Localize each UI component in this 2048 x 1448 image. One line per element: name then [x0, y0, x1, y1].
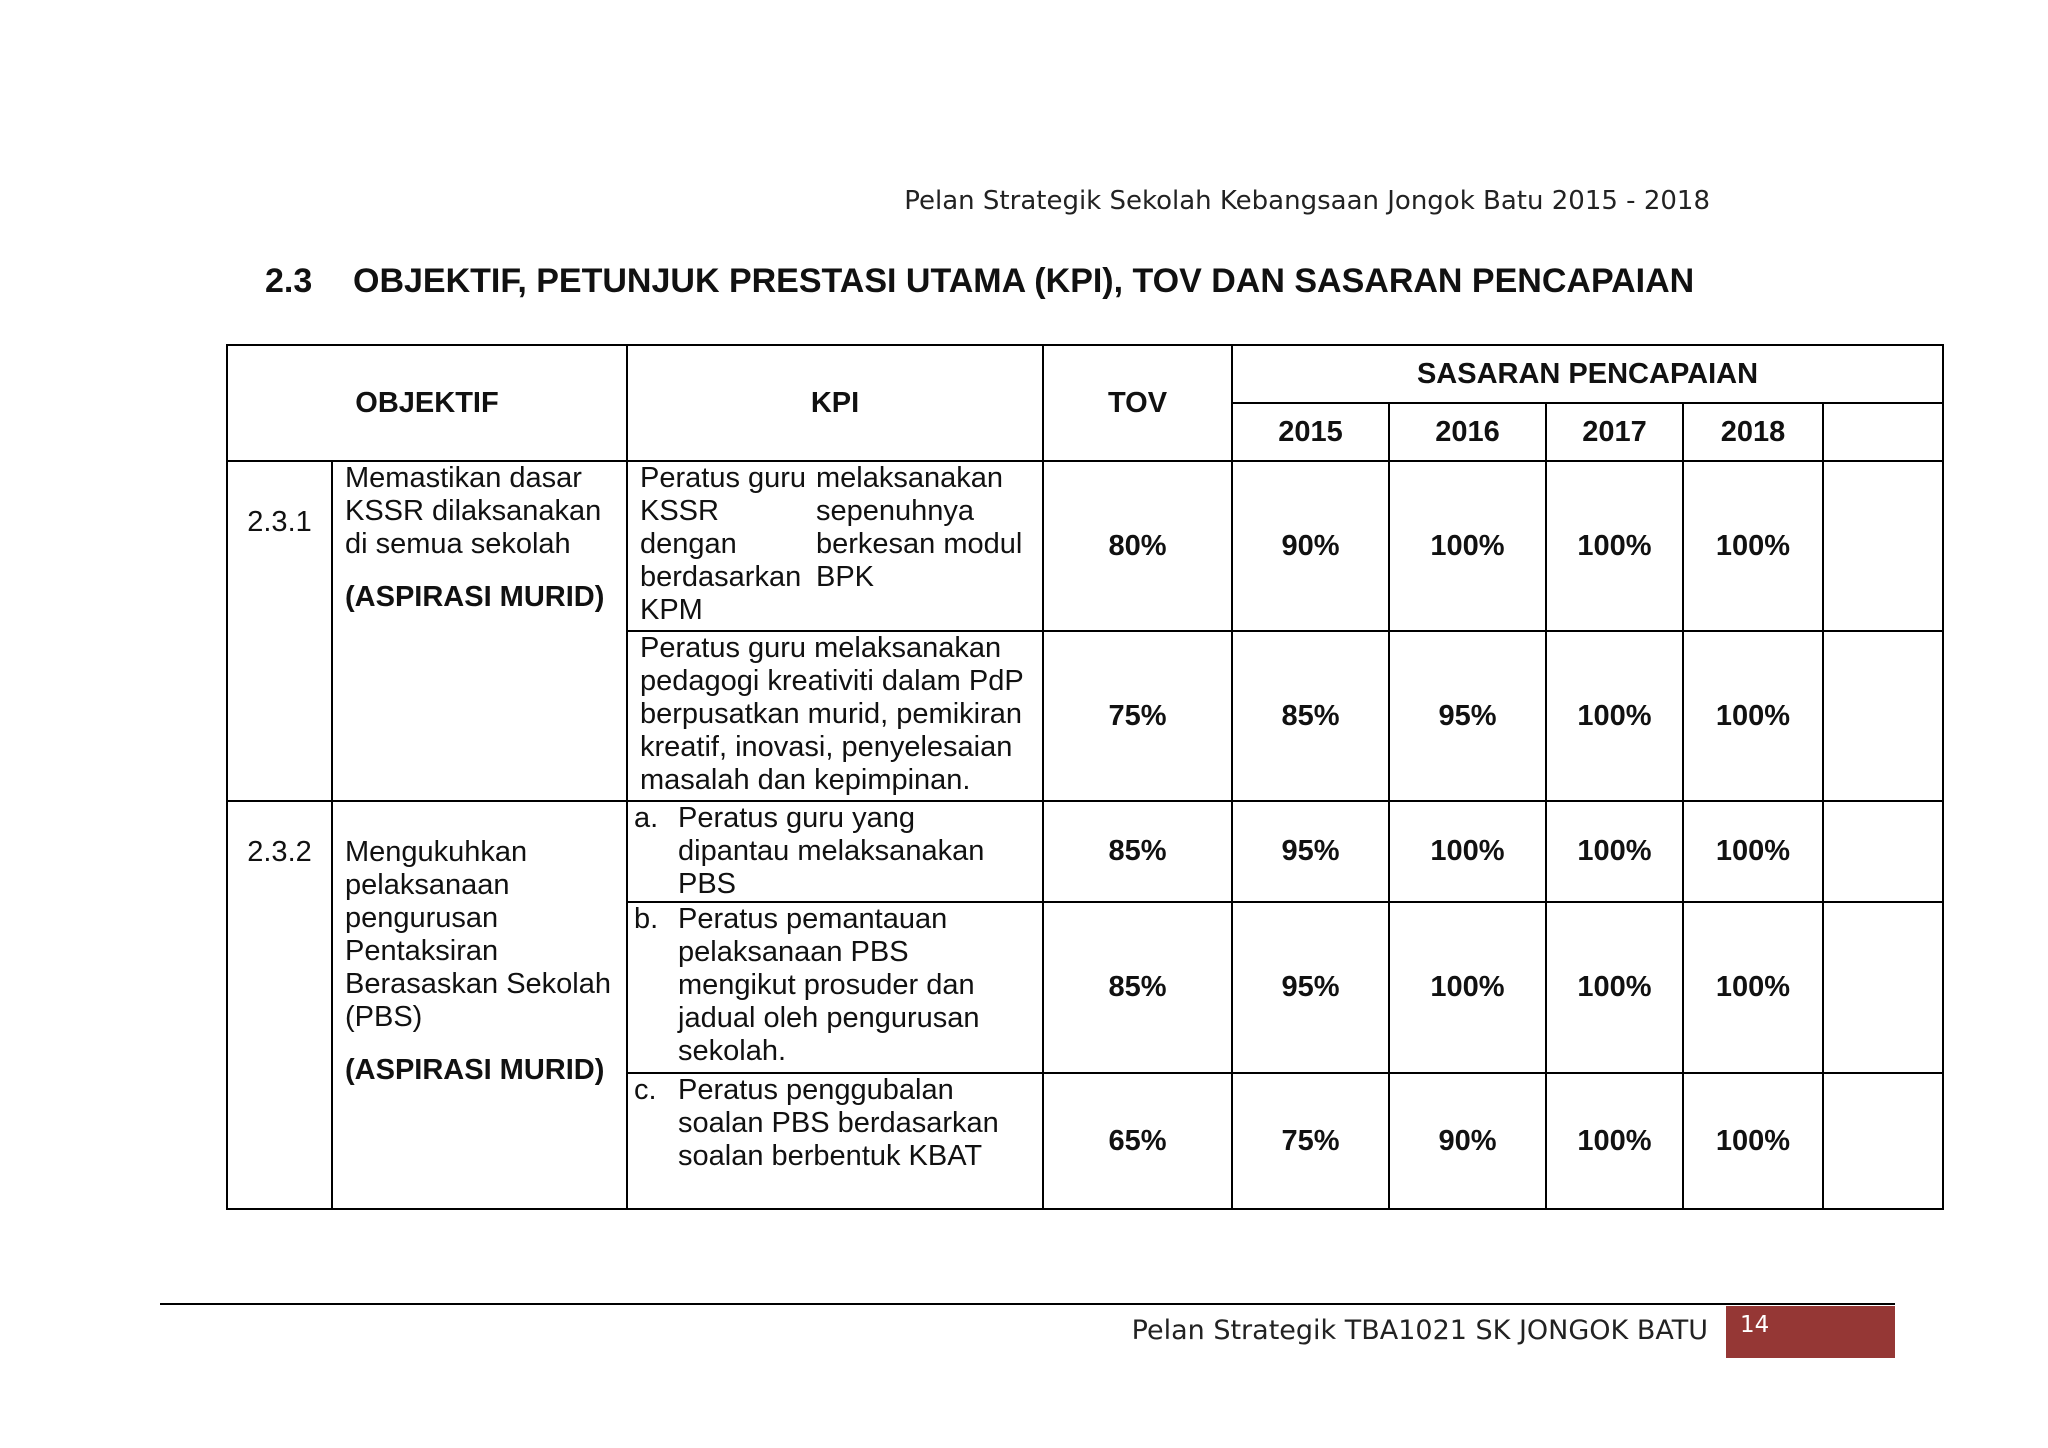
header-year: 2018: [1683, 403, 1823, 461]
objective-text: Memastikan dasar KSSR dilaksanakan di semua sekolah: [345, 462, 602, 560]
kpi-list-marker: a.: [634, 802, 659, 834]
footer-rule: [160, 1303, 1895, 1305]
header-kpi: KPI: [627, 345, 1043, 461]
kpi-text: Peratus pemantauan pelaksanaan PBS mengikut prosuder dan jadual oleh pengurusan sekolah.: [678, 903, 980, 1067]
page-number: 14: [1726, 1306, 1895, 1358]
target-value: 100%: [1683, 631, 1823, 801]
kpi-cell: Peratus guru melaksanakan pedagogi kreativiti dalam PdP berpusatkan murid, pemikiran kreatif, inovasi, penyelesaian masalah dan kepimpinan.: [627, 631, 1043, 801]
target-value: 100%: [1389, 801, 1546, 902]
kpi-table: [226, 344, 1944, 1210]
header-year: 2015: [1232, 403, 1389, 461]
empty-cell: [1823, 461, 1943, 631]
target-value: 100%: [1546, 461, 1683, 631]
empty-cell: [1823, 801, 1943, 902]
kpi-list-marker: b.: [634, 903, 659, 935]
table-row: [227, 801, 1943, 902]
header-tov: TOV: [1043, 345, 1232, 461]
target-value: 100%: [1683, 902, 1823, 1073]
target-value: 100%: [1389, 902, 1546, 1073]
target-value: 90%: [1389, 1073, 1546, 1209]
tov-value: 80%: [1043, 461, 1232, 631]
tov-value: 85%: [1043, 902, 1232, 1073]
target-value: 95%: [1232, 801, 1389, 902]
header-sasaran-pencapaian: SASARAN PENCAPAIAN: [1232, 345, 1943, 403]
target-value: 90%: [1232, 461, 1389, 631]
target-value: 100%: [1683, 1073, 1823, 1209]
kpi-text: Peratus guru yang dipantau melaksanakan PBS: [678, 802, 985, 900]
header-row-1: [227, 345, 1943, 403]
objective-code: 2.3.1: [227, 461, 332, 801]
empty-cell: [1823, 902, 1943, 1073]
target-value: 85%: [1232, 631, 1389, 801]
header-objektif: OBJEKTIF: [227, 345, 627, 461]
empty-cell: [1823, 1073, 1943, 1209]
section-number: 2.3: [265, 262, 313, 300]
objective-code: 2.3.2: [227, 801, 332, 1209]
objective-cell: [332, 461, 627, 801]
objective-aspiration: (ASPIRASI MURID): [345, 581, 605, 613]
target-value: 100%: [1683, 461, 1823, 631]
kpi-list-marker: c.: [634, 1074, 657, 1106]
footer-text: Pelan Strategik TBA1021 SK JONGOK BATU: [1131, 1315, 1708, 1346]
section-title: [265, 262, 1694, 301]
running-header: Pelan Strategik Sekolah Kebangsaan Jongok Batu 2015 - 2018: [904, 186, 1710, 216]
target-value: 75%: [1232, 1073, 1389, 1209]
kpi-cell: [627, 902, 1043, 1073]
kpi-cell: [627, 461, 1043, 631]
table-row: [227, 461, 1943, 631]
kpi-text-left: Peratus guru KSSR dengan berdasarkan KPM: [640, 462, 807, 626]
objective-cell: [332, 801, 627, 1209]
target-value: 100%: [1546, 1073, 1683, 1209]
header-empty-cell: [1823, 403, 1943, 461]
kpi-text-right: melaksanakan sepenuhnya berkesan modul BPK: [816, 462, 1023, 593]
kpi-cell: [627, 1073, 1043, 1209]
header-year: 2016: [1389, 403, 1546, 461]
kpi-text: Peratus penggubalan soalan PBS berdasarkan soalan berbentuk KBAT: [678, 1074, 999, 1172]
tov-value: 65%: [1043, 1073, 1232, 1209]
target-value: 100%: [1683, 801, 1823, 902]
objective-aspiration: (ASPIRASI MURID): [345, 1054, 605, 1086]
empty-cell: [1823, 631, 1943, 801]
section-title-text: OBJEKTIF, PETUNJUK PRESTASI UTAMA (KPI), TOV DAN SASARAN PENCAPAIAN: [353, 262, 1695, 300]
target-value: 95%: [1232, 902, 1389, 1073]
header-year: 2017: [1546, 403, 1683, 461]
objective-text: Mengukuhkan pelaksanaan pengurusan Pentaksiran Berasaskan Sekolah (PBS): [345, 836, 611, 1033]
target-value: 100%: [1546, 902, 1683, 1073]
tov-value: 75%: [1043, 631, 1232, 801]
target-value: 100%: [1546, 631, 1683, 801]
tov-value: 85%: [1043, 801, 1232, 902]
target-value: 100%: [1546, 801, 1683, 902]
target-value: 95%: [1389, 631, 1546, 801]
kpi-cell: [627, 801, 1043, 902]
target-value: 100%: [1389, 461, 1546, 631]
